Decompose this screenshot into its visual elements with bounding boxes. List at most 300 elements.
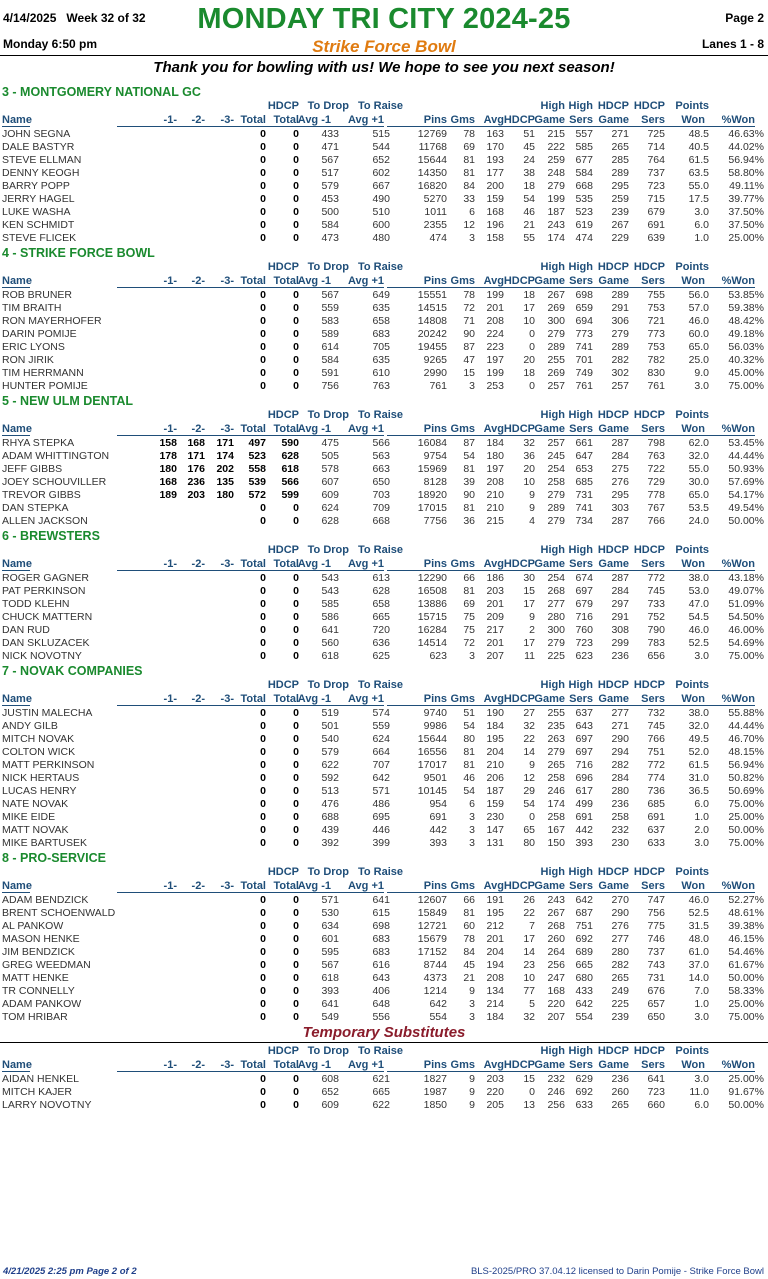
- cell-game1: 168: [159, 476, 177, 488]
- cell-game1: 189: [159, 489, 177, 501]
- cell-high-game: 254: [547, 572, 565, 584]
- cell-percent-won: 91.67%: [728, 1086, 764, 1098]
- cell-games: 66: [463, 894, 475, 906]
- header-top-label: Points: [675, 261, 709, 273]
- cell-points-won: 47.0: [688, 598, 709, 610]
- header-hdcp-series: Sers: [605, 423, 665, 436]
- cell-to-raise: 643: [372, 972, 390, 984]
- cell-total: 0: [260, 515, 266, 527]
- bowler-row: [0, 341, 768, 354]
- cell-pins: 9740: [423, 707, 447, 719]
- cell-hdcp-series: 657: [647, 998, 665, 1010]
- cell-percent-won: 58.80%: [728, 167, 764, 179]
- cell-percent-won: 75.00%: [728, 1011, 764, 1023]
- cell-points-won: 32.0: [688, 720, 709, 732]
- header-high-series: Sers: [533, 558, 593, 571]
- header-high-game: Game: [505, 880, 565, 893]
- cell-points-won: 32.0: [688, 450, 709, 462]
- header-name: Name: [2, 114, 32, 126]
- cell-pins: 442: [429, 824, 447, 836]
- cell-to-raise: 625: [372, 650, 390, 662]
- bowler-row: [0, 328, 768, 341]
- team-title: 8 - PRO-SERVICE: [2, 851, 106, 865]
- header-top-label: HDCP: [633, 866, 665, 878]
- header-games: Gms: [415, 693, 475, 706]
- cell-pins: 623: [429, 650, 447, 662]
- cell-high-game: 187: [547, 206, 565, 218]
- header-high-game: Game: [505, 1059, 565, 1072]
- cell-games: 72: [463, 637, 475, 649]
- cell-game1: 180: [159, 463, 177, 475]
- header-high-series: Sers: [533, 1059, 593, 1072]
- cell-percent-won: 46.70%: [728, 733, 764, 745]
- cell-average: 163: [486, 128, 504, 140]
- cell-to-raise: 652: [372, 154, 390, 166]
- cell-pins: 642: [429, 998, 447, 1010]
- cell-games: 3: [469, 380, 475, 392]
- cell-to-drop: 641: [321, 998, 339, 1010]
- cell-handicap: 0: [529, 380, 535, 392]
- cell-handicap: 30: [523, 572, 535, 584]
- bowler-row: [0, 354, 768, 367]
- header-average: Avg: [444, 558, 504, 571]
- print-timestamp: 4/21/2025 2:25 pm Page 2 of 2: [3, 1266, 137, 1277]
- cell-high-game: 289: [547, 502, 565, 514]
- cell-handicap: 55: [523, 232, 535, 244]
- cell-games: 71: [463, 315, 475, 327]
- header-top-label: To Drop: [307, 1045, 349, 1057]
- cell-to-drop: 618: [321, 972, 339, 984]
- header-top-label: High: [568, 866, 593, 878]
- cell-hdcp-game: 225: [611, 998, 629, 1010]
- cell-high-game: 300: [547, 315, 565, 327]
- cell-games: 36: [463, 515, 475, 527]
- cell-percent-won: 56.94%: [728, 759, 764, 771]
- header-pins: Pins: [387, 558, 447, 571]
- cell-total: 539: [248, 476, 266, 488]
- cell-to-raise: 705: [372, 341, 390, 353]
- cell-hdcp-series: 641: [647, 1073, 665, 1085]
- cell-handicap: 18: [523, 289, 535, 301]
- bowler-row: [0, 894, 768, 907]
- column-header-bottom: [0, 275, 768, 289]
- cell-high-game: 280: [547, 611, 565, 623]
- cell-games: 80: [463, 733, 475, 745]
- cell-total: 0: [260, 1099, 266, 1111]
- cell-to-raise: 628: [372, 585, 390, 597]
- bowler-row: [0, 707, 768, 720]
- cell-hdcp-total: 0: [293, 341, 299, 353]
- header-handicap: HDCP: [475, 1059, 535, 1072]
- cell-high-series: 698: [575, 289, 593, 301]
- cell-hdcp-series: 746: [647, 933, 665, 945]
- cell-hdcp-game: 285: [611, 154, 629, 166]
- cell-high-game: 263: [547, 733, 565, 745]
- cell-to-drop: 592: [321, 772, 339, 784]
- cell-high-series: 694: [575, 315, 593, 327]
- cell-percent-won: 44.02%: [728, 141, 764, 153]
- cell-hdcp-game: 299: [611, 637, 629, 649]
- cell-high-game: 277: [547, 598, 565, 610]
- cell-name: ADAM PANKOW: [2, 998, 82, 1010]
- cell-pins: 16556: [417, 746, 447, 758]
- header-pins: Pins: [387, 693, 447, 706]
- cell-to-raise: 668: [372, 515, 390, 527]
- cell-pins: 691: [429, 811, 447, 823]
- cell-pins: 1850: [423, 1099, 447, 1111]
- team-title: 6 - BREWSTERS: [2, 529, 100, 543]
- header-handicap: HDCP: [475, 693, 535, 706]
- cell-high-series: 633: [575, 1099, 593, 1111]
- header-high-series: Sers: [533, 275, 593, 288]
- header-hdcp-total: Total: [239, 693, 299, 706]
- cell-high-series: 697: [575, 585, 593, 597]
- bowler-row: [0, 907, 768, 920]
- cell-to-drop: 589: [321, 328, 339, 340]
- cell-handicap: 14: [523, 746, 535, 758]
- cell-points-won: 62.0: [688, 437, 709, 449]
- cell-hdcp-series: 772: [647, 572, 665, 584]
- cell-games: 21: [463, 972, 475, 984]
- cell-to-drop: 591: [321, 367, 339, 379]
- header-game2: -2-: [145, 1059, 205, 1072]
- bowler-row: [0, 585, 768, 598]
- cell-to-drop: 586: [321, 611, 339, 623]
- cell-total: 0: [260, 946, 266, 958]
- cell-game1: 158: [159, 437, 177, 449]
- header-high-game: Game: [505, 693, 565, 706]
- header-top-label: High: [568, 1045, 593, 1057]
- cell-games: 69: [463, 141, 475, 153]
- cell-hdcp-total: 0: [293, 572, 299, 584]
- cell-to-raise: 490: [372, 193, 390, 205]
- header-game2: -2-: [145, 275, 205, 288]
- cell-to-raise: 610: [372, 367, 390, 379]
- header-game3: -3-: [174, 880, 234, 893]
- cell-handicap: 18: [523, 367, 535, 379]
- cell-total: 0: [260, 141, 266, 153]
- cell-hdcp-total: 0: [293, 1011, 299, 1023]
- cell-hdcp-series: 782: [647, 354, 665, 366]
- cell-hdcp-series: 743: [647, 959, 665, 971]
- cell-handicap: 27: [523, 707, 535, 719]
- cell-hdcp-total: 0: [293, 206, 299, 218]
- cell-name: TOM HRIBAR: [2, 1011, 68, 1023]
- cell-to-drop: 475: [321, 437, 339, 449]
- cell-to-raise: 649: [372, 289, 390, 301]
- cell-hdcp-series: 723: [647, 180, 665, 192]
- cell-hdcp-game: 290: [611, 733, 629, 745]
- bowler-row: [0, 824, 768, 837]
- cell-total: 0: [260, 637, 266, 649]
- header-top-label: To Raise: [357, 866, 403, 878]
- header-handicap: HDCP: [475, 558, 535, 571]
- cell-percent-won: 53.45%: [728, 437, 764, 449]
- cell-hdcp-total: 0: [293, 219, 299, 231]
- cell-name: TIM BRAITH: [2, 302, 62, 314]
- cell-high-game: 279: [547, 328, 565, 340]
- cell-high-game: 243: [547, 219, 565, 231]
- cell-total: 0: [260, 380, 266, 392]
- cell-total: 0: [260, 598, 266, 610]
- cell-games: 3: [469, 811, 475, 823]
- cell-to-drop: 543: [321, 572, 339, 584]
- cell-name: MATT PERKINSON: [2, 759, 95, 771]
- cell-game3: 171: [216, 437, 234, 449]
- header-points-won: Won: [645, 114, 705, 127]
- header-hdcp-series: Sers: [605, 693, 665, 706]
- cell-game2: 171: [187, 450, 205, 462]
- header-top-label: High: [540, 866, 565, 878]
- header-points-won: Won: [645, 423, 705, 436]
- cell-hdcp-series: 729: [647, 476, 665, 488]
- cell-hdcp-series: 778: [647, 489, 665, 501]
- cell-handicap: 12: [523, 772, 535, 784]
- cell-points-won: 7.0: [694, 985, 709, 997]
- cell-high-series: 679: [575, 598, 593, 610]
- cell-total: 0: [260, 798, 266, 810]
- cell-name: GREG WEEDMAN: [2, 959, 91, 971]
- cell-high-game: 258: [547, 811, 565, 823]
- cell-high-game: 254: [547, 463, 565, 475]
- cell-name: ALLEN JACKSON: [2, 515, 88, 527]
- cell-pins: 20242: [417, 328, 447, 340]
- cell-hdcp-game: 284: [611, 585, 629, 597]
- cell-hdcp-total: 0: [293, 772, 299, 784]
- cell-average: 223: [486, 341, 504, 353]
- cell-hdcp-game: 295: [611, 180, 629, 192]
- header-hdcp-series: Sers: [605, 880, 665, 893]
- cell-hdcp-series: 747: [647, 894, 665, 906]
- bowler-row: [0, 367, 768, 380]
- cell-games: 3: [469, 998, 475, 1010]
- cell-name: ERIC LYONS: [2, 341, 65, 353]
- cell-pins: 17017: [417, 759, 447, 771]
- team-title: 5 - NEW ULM DENTAL: [2, 394, 134, 408]
- header-top-label: HDCP: [633, 409, 665, 421]
- cell-pins: 15849: [417, 907, 447, 919]
- cell-total: 0: [260, 315, 266, 327]
- cell-to-drop: 756: [321, 380, 339, 392]
- cell-average: 191: [486, 894, 504, 906]
- cell-hdcp-total: 0: [293, 733, 299, 745]
- cell-high-game: 268: [547, 920, 565, 932]
- cell-handicap: 18: [523, 180, 535, 192]
- cell-points-won: 48.5: [688, 128, 709, 140]
- cell-points-won: 3.0: [694, 1011, 709, 1023]
- cell-name: LARRY NOVOTNY: [2, 1099, 92, 1111]
- cell-hdcp-total: 0: [293, 1073, 299, 1085]
- cell-high-game: 258: [547, 772, 565, 784]
- cell-hdcp-game: 289: [611, 167, 629, 179]
- header-hdcp-total: Total: [239, 114, 299, 127]
- bowler-row: [0, 302, 768, 315]
- header-game3: -3-: [174, 423, 234, 436]
- substitutes-title: Temporary Substitutes: [302, 1024, 466, 1041]
- cell-handicap: 0: [529, 341, 535, 353]
- cell-average: 184: [486, 437, 504, 449]
- cell-to-raise: 616: [372, 959, 390, 971]
- cell-handicap: 46: [523, 206, 535, 218]
- cell-pins: 13886: [417, 598, 447, 610]
- cell-handicap: 54: [523, 798, 535, 810]
- header-top-label: HDCP: [267, 409, 299, 421]
- cell-handicap: 5: [529, 998, 535, 1010]
- cell-points-won: 52.5: [688, 907, 709, 919]
- cell-handicap: 36: [523, 450, 535, 462]
- cell-name: DAN SKLUZACEK: [2, 637, 90, 649]
- cell-hdcp-series: 639: [647, 232, 665, 244]
- cell-handicap: 17: [523, 933, 535, 945]
- cell-games: 33: [463, 193, 475, 205]
- cell-high-series: 677: [575, 154, 593, 166]
- bowler-row: [0, 637, 768, 650]
- cell-percent-won: 52.27%: [728, 894, 764, 906]
- header-to-raise: Avg +1: [324, 423, 384, 436]
- cell-high-game: 150: [547, 837, 565, 849]
- cell-hdcp-series: 656: [647, 650, 665, 662]
- cell-total: 0: [260, 502, 266, 514]
- cell-total: 0: [260, 128, 266, 140]
- cell-to-drop: 567: [321, 959, 339, 971]
- bowler-row: [0, 624, 768, 637]
- cell-high-game: 267: [547, 907, 565, 919]
- header-top-label: HDCP: [597, 100, 629, 112]
- cell-hdcp-game: 279: [611, 328, 629, 340]
- cell-points-won: 63.5: [688, 167, 709, 179]
- cell-hdcp-total: 0: [293, 894, 299, 906]
- cell-hdcp-series: 725: [647, 128, 665, 140]
- cell-name: DALE BASTYR: [2, 141, 75, 153]
- cell-to-raise: 663: [372, 463, 390, 475]
- cell-to-drop: 641: [321, 624, 339, 636]
- cell-high-series: 535: [575, 193, 593, 205]
- cell-high-series: 643: [575, 720, 593, 732]
- header-top-label: To Drop: [307, 409, 349, 421]
- cell-hdcp-game: 265: [611, 141, 629, 153]
- cell-handicap: 80: [523, 837, 535, 849]
- cell-average: 212: [486, 920, 504, 932]
- cell-points-won: 3.0: [694, 1073, 709, 1085]
- cell-name: MIKE BARTUSEK: [2, 837, 87, 849]
- cell-handicap: 65: [523, 824, 535, 836]
- header-top-label: HDCP: [267, 1045, 299, 1057]
- header-game1: -1-: [117, 1059, 177, 1072]
- header-points-won: Won: [645, 1059, 705, 1072]
- cell-games: 81: [463, 759, 475, 771]
- cell-to-raise: 563: [372, 450, 390, 462]
- cell-name: TODD KLEHN: [2, 598, 70, 610]
- header-top-label: High: [540, 1045, 565, 1057]
- cell-name: NATE NOVAK: [2, 798, 69, 810]
- cell-percent-won: 46.00%: [728, 624, 764, 636]
- header-percent-won: %Won: [695, 114, 755, 127]
- cell-hdcp-game: 306: [611, 315, 629, 327]
- cell-name: AL PANKOW: [2, 920, 64, 932]
- cell-hdcp-total: 0: [293, 785, 299, 797]
- page-number: Page 2: [725, 11, 764, 25]
- cell-hdcp-total: 0: [293, 985, 299, 997]
- cell-high-series: 751: [575, 920, 593, 932]
- cell-points-won: 55.0: [688, 463, 709, 475]
- cell-pins: 393: [429, 837, 447, 849]
- bowler-row: [0, 1099, 768, 1112]
- cell-hdcp-game: 282: [611, 959, 629, 971]
- cell-games: 81: [463, 463, 475, 475]
- cell-to-drop: 688: [321, 811, 339, 823]
- cell-total: 0: [260, 572, 266, 584]
- header-game1: -1-: [117, 275, 177, 288]
- cell-pins: 4373: [423, 972, 447, 984]
- cell-hdcp-game: 308: [611, 624, 629, 636]
- cell-average: 134: [486, 985, 504, 997]
- header-high-game: Game: [505, 423, 565, 436]
- cell-average: 217: [486, 624, 504, 636]
- cell-to-raise: 707: [372, 759, 390, 771]
- header-high-game: Game: [505, 558, 565, 571]
- column-header-bottom: [0, 114, 768, 128]
- cell-hdcp-game: 287: [611, 572, 629, 584]
- cell-name: RHYA STEPKA: [2, 437, 75, 449]
- cell-game2: 168: [187, 437, 205, 449]
- header-hdcp-game: Game: [569, 558, 629, 571]
- header-average: Avg: [444, 693, 504, 706]
- cell-average: 201: [486, 637, 504, 649]
- cell-handicap: 54: [523, 193, 535, 205]
- cell-name: ROGER GAGNER: [2, 572, 89, 584]
- cell-hdcp-series: 633: [647, 837, 665, 849]
- cell-high-game: 232: [547, 1073, 565, 1085]
- bowler-row: [0, 193, 768, 206]
- cell-percent-won: 50.00%: [728, 1099, 764, 1111]
- cell-high-game: 168: [547, 985, 565, 997]
- cell-total: 0: [260, 624, 266, 636]
- cell-average: 195: [486, 907, 504, 919]
- cell-points-won: 31.5: [688, 920, 709, 932]
- cell-high-game: 255: [547, 707, 565, 719]
- cell-high-series: 665: [575, 959, 593, 971]
- bowler-row: [0, 720, 768, 733]
- cell-handicap: 24: [523, 154, 535, 166]
- header-to-raise: Avg +1: [324, 1059, 384, 1072]
- cell-hdcp-total: 0: [293, 972, 299, 984]
- cell-name: ANDY GILB: [2, 720, 58, 732]
- cell-high-series: 642: [575, 998, 593, 1010]
- cell-high-game: 255: [547, 354, 565, 366]
- cell-hdcp-game: 239: [611, 1011, 629, 1023]
- cell-average: 208: [486, 476, 504, 488]
- bowler-row: [0, 502, 768, 515]
- week-label: Week 32 of 32: [66, 11, 146, 25]
- cell-total: 497: [248, 437, 266, 449]
- cell-hdcp-series: 637: [647, 824, 665, 836]
- bowler-row: [0, 972, 768, 985]
- cell-points-won: 60.0: [688, 328, 709, 340]
- cell-percent-won: 48.42%: [728, 315, 764, 327]
- cell-high-series: 689: [575, 946, 593, 958]
- cell-hdcp-series: 761: [647, 380, 665, 392]
- cell-high-game: 225: [547, 650, 565, 662]
- cell-percent-won: 45.00%: [728, 367, 764, 379]
- cell-games: 90: [463, 328, 475, 340]
- cell-pins: 10145: [417, 785, 447, 797]
- cell-to-drop: 607: [321, 476, 339, 488]
- cell-hdcp-total: 566: [281, 476, 299, 488]
- cell-to-raise: 665: [372, 1086, 390, 1098]
- cell-high-series: 617: [575, 785, 593, 797]
- header-handicap: HDCP: [475, 880, 535, 893]
- cell-pins: 14350: [417, 167, 447, 179]
